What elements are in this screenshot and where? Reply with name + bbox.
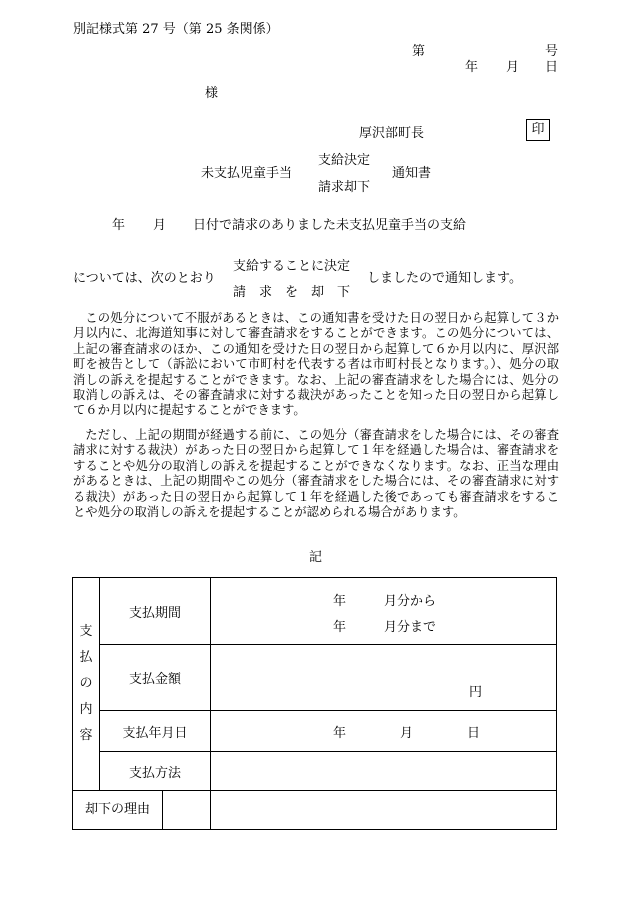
header-month: 月 xyxy=(506,60,520,75)
payment-method-label: 支払方法 xyxy=(100,752,211,791)
period-value: 年 月分から 年 月分まで xyxy=(211,578,557,645)
amount-value: 円 xyxy=(211,645,557,711)
doc-number-prefix: 第 xyxy=(412,44,426,59)
payment-date-value: 年 月 日 xyxy=(211,711,557,752)
header-day: 日 xyxy=(545,60,559,75)
appeal-paragraph-1: この処分について不服があるときは、この通知書を受けた日の翌日から起算して３か月以内に、北海道知事に対して審査請求をすることができます。この処分については、上記の審査請求のほか、この通知を受けた日の翌日から起算して６か月以内に、厚沢部町を被告として（訴訟において市町村を代表する者は市町村長となります。）、処分の取消しの訴えを提起することができます。なお、上記の審査請求をした場合には、処分の取消しの訴えは、その審査請求に対する裁決があったことを知った日の翌日から起算して６か月以内に提起することができます。 xyxy=(73,311,559,418)
title-main: 未支払児童手当 xyxy=(201,166,293,181)
ki-heading: 記 xyxy=(309,550,323,565)
payment-method-value xyxy=(211,752,557,791)
payment-date-label: 支払年月日 xyxy=(100,711,211,752)
decision-option-approve: 支給することに決定 xyxy=(233,259,351,274)
seal-box: 印 xyxy=(526,119,550,141)
intro-text: 日付で請求のありました未支払児童手当の支給 xyxy=(193,218,467,233)
reject-reason-label: 却下の理由 xyxy=(73,791,163,829)
decision-lead: については、次のとおり xyxy=(73,271,216,286)
intro-month: 月 xyxy=(153,218,167,233)
decision-tail: しましたので通知します。 xyxy=(367,271,522,286)
doc-number-suffix: 号 xyxy=(545,44,559,59)
intro-year: 年 xyxy=(112,218,126,233)
sender-name: 厚沢部町長 xyxy=(359,126,425,141)
title-option-approve: 支給決定 xyxy=(318,153,371,168)
header-year: 年 xyxy=(465,60,479,75)
form-number: 別記様式第 27 号（第 25 条関係） xyxy=(73,22,279,37)
period-label: 支払期間 xyxy=(100,578,211,645)
payment-details-table xyxy=(72,577,557,830)
title-suffix: 通知書 xyxy=(392,166,432,181)
decision-option-reject: 請 求 を 却 下 xyxy=(233,285,351,300)
appeal-paragraph-2: ただし、上記の期間が経過する前に、この処分（審査請求をした場合には、その審査請求に対する裁決）があった日の翌日から起算して１年を経過した場合は、審査請求をすることや処分の取消しの訴えを提起することができなくなります。なお、正当な理由があるときは、上記の期間やこの処分（審査請求をした場合には、その審査請求に対する裁決）があった日の翌日から起算して１年を経過した後であっても審査請求をすることや処分の取消しの訴えを提起することが認められる場合があります。 xyxy=(73,428,559,520)
reject-reason-value xyxy=(211,791,557,830)
payment-content-group-label: 支 払 の 内 容 xyxy=(73,578,100,791)
title-option-reject: 請求却下 xyxy=(318,180,371,195)
amount-label: 支払金額 xyxy=(100,645,211,711)
reject-reason-label-cell xyxy=(73,791,211,830)
recipient-honorific: 様 xyxy=(205,86,219,101)
